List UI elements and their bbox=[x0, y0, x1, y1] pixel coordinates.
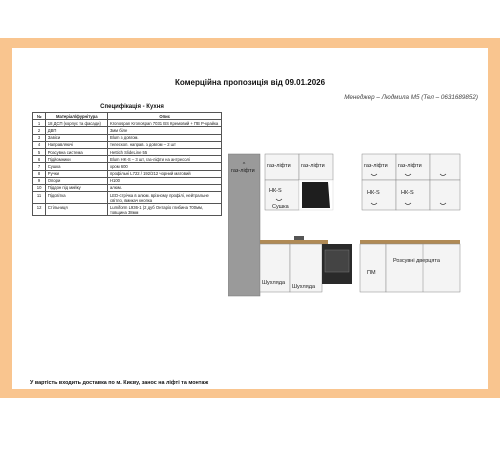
hood-icon bbox=[302, 182, 330, 208]
cell-material: Піддон під мийку bbox=[46, 184, 108, 191]
cell-description: 3мм біле bbox=[108, 127, 222, 134]
spec-table bbox=[32, 112, 222, 216]
delivery-note: У вартість входить доставка по м. Києву, занос на ліфті та монтаж bbox=[30, 380, 209, 386]
col-header-description: Опис bbox=[108, 113, 222, 120]
drawers-label-2: Шухляда bbox=[292, 284, 315, 290]
document-title: Комерційна пропозиція від 09.01.2026 bbox=[174, 78, 326, 87]
table-row bbox=[33, 163, 222, 170]
cell-number: 10 bbox=[33, 184, 46, 191]
cell-material: Підйомники bbox=[46, 156, 108, 163]
cell-material: 18 ДСП (корпус та фасади) bbox=[46, 120, 108, 127]
cell-description: Lumiform L936-1 (2 дуб Онтаріо глибина 700мм, товщина 38мм bbox=[108, 204, 222, 216]
cell-number: 8 bbox=[33, 170, 46, 177]
table-row bbox=[33, 148, 222, 155]
gas-lift-left-arrow: ^ bbox=[242, 162, 246, 168]
cell-material: Сушка bbox=[46, 163, 108, 170]
upper-cabinet-6 bbox=[430, 154, 460, 180]
cell-material: Опори bbox=[46, 177, 108, 184]
cell-material: Підсвітка bbox=[46, 192, 108, 204]
col-header-number: № bbox=[33, 113, 46, 120]
table-row bbox=[33, 141, 222, 148]
manager-contact: Менеджер – Людмила М5 (Тел – 0631689852) bbox=[344, 94, 478, 101]
cell-description: H100 bbox=[108, 177, 222, 184]
table-row bbox=[33, 177, 222, 184]
cell-number: 6 bbox=[33, 156, 46, 163]
gas-lift-label-2: газ-ліфти bbox=[301, 163, 325, 169]
cell-number: 4 bbox=[33, 141, 46, 148]
kitchen-drawing bbox=[228, 150, 466, 300]
gas-lift-label-3: газ-ліфти bbox=[364, 163, 388, 169]
sliding-doors-label: Розсувні дверцята bbox=[393, 258, 440, 264]
cell-description: Blum з довгом. bbox=[108, 134, 222, 141]
gas-lift-label-4: газ-ліфти bbox=[398, 163, 422, 169]
cell-description: телескоп. направ. з довгом – 2 шт bbox=[108, 141, 222, 148]
sushka-label: Сушка bbox=[272, 204, 289, 210]
cell-material: Стільниця bbox=[46, 204, 108, 216]
cell-material: Направляючі bbox=[46, 141, 108, 148]
countertop-left bbox=[260, 240, 328, 244]
cell-description: Blum HK-S – 3 шт, газ-ліфти на антресолі bbox=[108, 156, 222, 163]
table-row bbox=[33, 184, 222, 191]
tall-unit bbox=[228, 154, 260, 296]
cell-material: Розсувна система bbox=[46, 148, 108, 155]
nk-s-label-1: НК-S bbox=[269, 188, 282, 194]
oven-window bbox=[325, 250, 349, 272]
col-header-material: Матеріал/фурнітура bbox=[46, 113, 108, 120]
pm-label: ПМ bbox=[367, 270, 376, 276]
nk-s-label-3: НК-S bbox=[401, 190, 414, 196]
cell-number: 1 bbox=[33, 120, 46, 127]
cell-description: LED-стрічка в алюм. врізному профілі, нейтральне світло, вмикач кнопка bbox=[108, 192, 222, 204]
drawers-label-1: Шухляда bbox=[262, 280, 285, 286]
cell-number: 11 bbox=[33, 192, 46, 204]
cell-number: 3 bbox=[33, 134, 46, 141]
cell-material: Ручки bbox=[46, 170, 108, 177]
gas-lift-left-label: газ-ліфти bbox=[231, 168, 255, 174]
table-row bbox=[33, 192, 222, 204]
table-row bbox=[33, 120, 222, 127]
cell-material: Завіси bbox=[46, 134, 108, 141]
spec-title: Специфікація - Кухня bbox=[100, 104, 164, 110]
gas-lift-label-1: газ-ліфти bbox=[267, 163, 291, 169]
cell-description: профільні L722 / 192/212 чорний матовий bbox=[108, 170, 222, 177]
cell-number: 12 bbox=[33, 204, 46, 216]
table-header-row bbox=[33, 113, 222, 120]
countertop-right bbox=[360, 240, 460, 244]
cell-material: ДВП bbox=[46, 127, 108, 134]
cell-description: Kronospan Kronospan 7031 BS Кремовий + ПВ Р-крайка bbox=[108, 120, 222, 127]
table-row bbox=[33, 204, 222, 216]
table-row bbox=[33, 156, 222, 163]
cell-number: 7 bbox=[33, 163, 46, 170]
nk-s-label-2: НК-S bbox=[367, 190, 380, 196]
cooktop-icon bbox=[294, 236, 304, 240]
upper-cabinet-9 bbox=[430, 180, 460, 210]
table-row bbox=[33, 127, 222, 134]
table-row bbox=[33, 134, 222, 141]
table-row bbox=[33, 170, 222, 177]
cell-description: Hettich SlideLine 55 bbox=[108, 148, 222, 155]
cell-description: алюм. bbox=[108, 184, 222, 191]
lower-cabinet-pm bbox=[360, 244, 386, 292]
cell-number: 5 bbox=[33, 148, 46, 155]
cell-description: хром 600 bbox=[108, 163, 222, 170]
cell-number: 2 bbox=[33, 127, 46, 134]
cell-number: 9 bbox=[33, 177, 46, 184]
